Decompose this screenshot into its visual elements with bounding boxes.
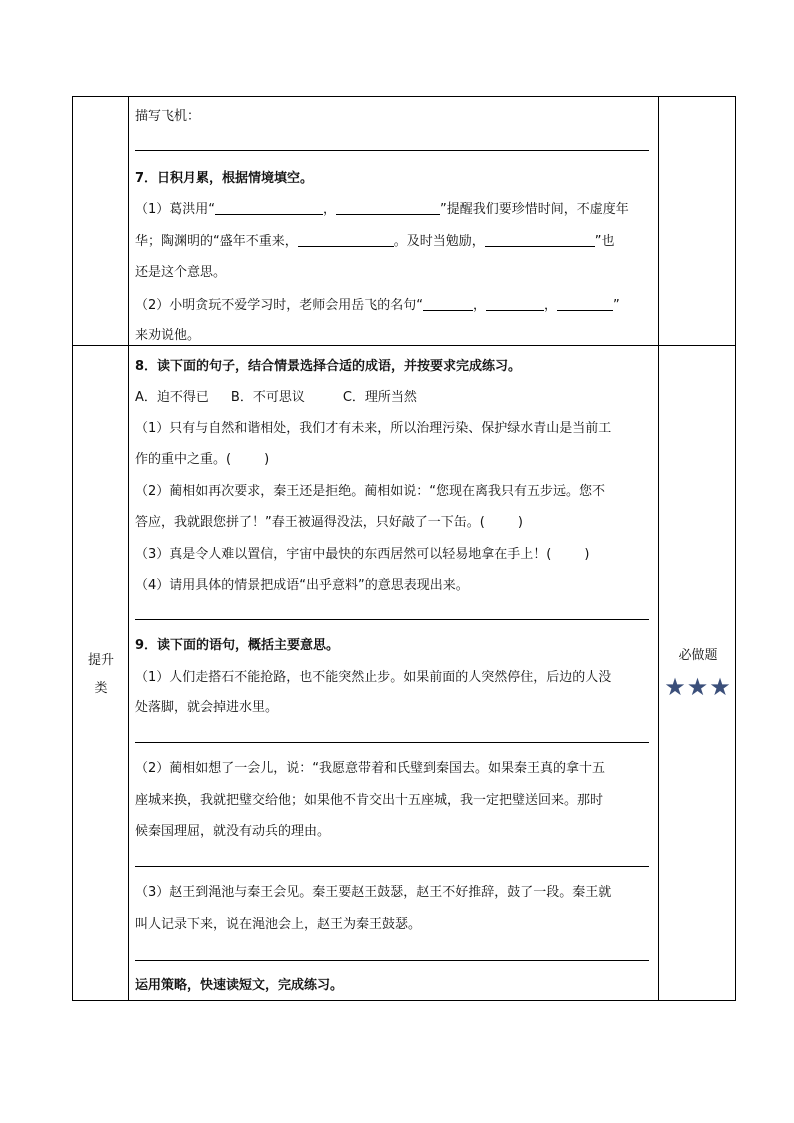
q8-sentence2-line2: 答应，我就跟您拼了！”春王被逼得没法，只好敲了一下缶。( ): [135, 515, 523, 530]
column-divider-2: [658, 97, 659, 1000]
worksheet-table: [72, 96, 736, 1001]
fill-blank[interactable]: [336, 201, 440, 215]
star-rating-icon: ★★★: [664, 673, 732, 701]
fill-blank[interactable]: [298, 233, 394, 247]
option-a: A．迫不得已: [135, 390, 209, 405]
q7-text: ，: [544, 298, 558, 313]
top-row-content: [135, 97, 649, 345]
answer-line: [135, 960, 649, 961]
q7-text: 。及时当勉励，: [393, 234, 485, 249]
q7-text: ”提醒我们要珍惜时间，不虚度年: [440, 202, 629, 217]
q7-text: （1）葛洪用“: [135, 202, 216, 217]
required-label: 必做题: [678, 648, 718, 663]
q9-title: 9．读下面的语句，概括主要意思。: [135, 638, 340, 653]
option-c: C．理所当然: [342, 390, 417, 405]
q7-text: 华；陶渊明的“盛年不重来，: [135, 234, 298, 249]
q7-part2-line1: [135, 294, 620, 313]
fill-blank[interactable]: [215, 201, 323, 215]
q7-text: （2）小明贪玩不爱学习时，老师会用岳飞的名句“: [135, 298, 424, 313]
fill-blank[interactable]: [485, 233, 595, 247]
category-label: [73, 647, 129, 703]
describe-plane-label: 描写飞机：: [135, 109, 201, 124]
answer-line: [135, 150, 649, 151]
column-divider-1: [128, 97, 129, 1000]
category-label-line1: 提升: [87, 653, 114, 668]
q8-sentence1-line1: （1）只有与自然和谐相处，我们才有未来，所以治理污染、保护绿水青山是当前工: [135, 421, 612, 436]
category-label-line2: 类: [94, 681, 108, 696]
q8-sentence3: （3）真是令人难以置信，宇宙中最快的东西居然可以轻易地拿在手上！( ): [135, 547, 590, 562]
q7-text: ，: [323, 202, 337, 217]
answer-line: [135, 619, 649, 620]
q7-text: ”: [613, 298, 620, 313]
q8-sentence1-line2: 作的重中之重。( ): [135, 452, 270, 467]
q7-part1-line3: 还是这个意思。: [135, 265, 227, 280]
q9-part1-line1: （1）人们走搭石不能抢路，也不能突然止步。如果前面的人突然停住，后边的人没: [135, 670, 612, 685]
q8-title: 8．读下面的句子，结合情景选择合适的成语，并按要求完成练习。: [135, 359, 522, 374]
note-cell: [659, 644, 737, 701]
q9-part2-line1: （2）蔺相如想了一会儿，说：“我愿意带着和氏璧到秦国去。如果秦王真的拿十五: [135, 761, 606, 776]
q8-sentence4: （4）请用具体的情景把成语“出乎意料”的意思表现出来。: [135, 578, 469, 593]
answer-line: [135, 866, 649, 867]
q9-part3-line2: 叫人记录下来，说在渑池会上，赵王为秦王鼓瑟。: [135, 917, 422, 932]
q8-options: [135, 386, 417, 405]
q7-part2-line2: 来劝说他。: [135, 328, 201, 343]
reading-task: 运用策略，快速读短文，完成练习。: [135, 978, 344, 993]
q7-part1-line1: [135, 198, 629, 217]
q9-part2-line2: 座城来换，我就把璧交给他；如果他不肯交出十五座城，我一定把璧送回来。那时: [135, 793, 604, 808]
q7-text: ”也: [594, 234, 615, 249]
q9-part1-line2: 处落脚，就会掉进水里。: [135, 700, 279, 715]
q9-part2-line3: 候秦国理屈，就没有动兵的理由。: [135, 824, 331, 839]
q7-title: 7．日积月累，根据情境填空。: [135, 171, 314, 186]
fill-blank[interactable]: [557, 297, 613, 311]
fill-blank[interactable]: [486, 297, 544, 311]
fill-blank[interactable]: [423, 297, 473, 311]
q9-part3-line1: （3）赵王到渑池与秦王会见。秦王要赵王鼓瑟，赵王不好推辞，鼓了一段。秦王就: [135, 885, 612, 900]
option-b: B．不可思议: [230, 390, 305, 405]
bottom-row-content: [135, 346, 649, 1001]
answer-line: [135, 742, 649, 743]
q7-text: ，: [473, 298, 487, 313]
q8-sentence2-line1: （2）蔺相如再次要求，秦王还是拒绝。蔺相如说：“您现在离我只有五步远。您不: [135, 484, 606, 499]
q7-part1-line2: [135, 230, 615, 249]
